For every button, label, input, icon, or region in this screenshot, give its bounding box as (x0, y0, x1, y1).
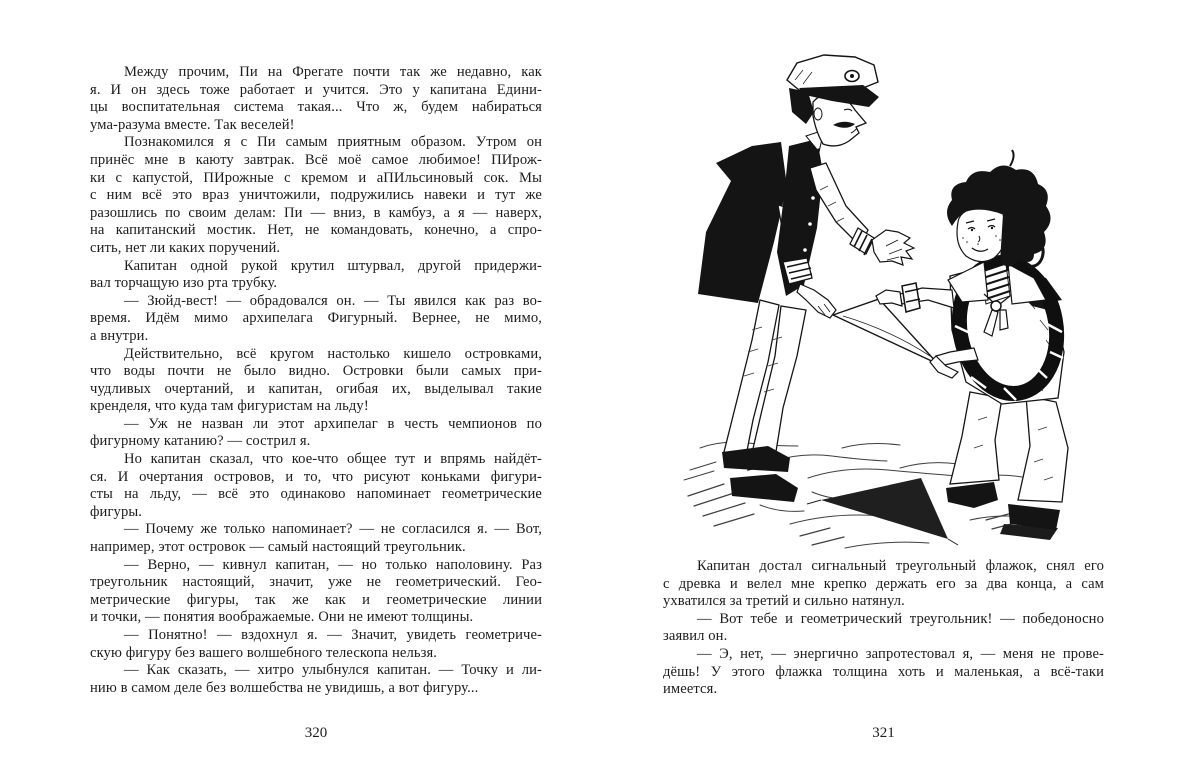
paragraph (90, 627, 542, 662)
captain-open-hand (872, 230, 914, 265)
text-line: время. Идём мимо архипелага Фигурный. Вернее, не мимо, (90, 310, 542, 327)
text-line: на капитанский мостик. Нет, не командовать, конечно, а спро- (90, 222, 542, 239)
text-line: — Зюйд-вест! — обрадовался он. — Ты явился как раз во- (124, 292, 542, 309)
paragraph (90, 293, 542, 346)
paragraph (90, 134, 542, 257)
text-line: сты на льду, — всё это одинаково напоминает геометрические (90, 486, 542, 503)
text-line: Капитан одной рукой крутил штурвал, другой придержи- (124, 257, 542, 274)
text-line: Капитан достал сигнальный треугольный флажок, снял его (697, 558, 1104, 574)
text-line: дёшь! У этого флажка толщина хоть и маленькая, а всё-таки (663, 663, 1104, 680)
text-line: с ним всё это враз уничтожили, подружились навеки и тут же (90, 187, 542, 204)
paragraph (663, 558, 1104, 611)
text-line: с древка и велел мне крепко держать его за два конца, а сам (663, 575, 1104, 592)
right-page-text (663, 558, 1104, 699)
text-line: нию в самом деле без волшебства не увидишь, а вот фигуру... (90, 679, 479, 696)
text-line: например, этот островок — самый настоящий треугольник. (90, 539, 466, 556)
text-line: имеется. (663, 681, 718, 698)
text-line: — Э, нет, — энергично запротестовал я, — меня не прове- (697, 645, 1104, 662)
paragraph (90, 64, 542, 134)
paragraph (90, 451, 542, 521)
text-line: — Вот тебе и геометрический треугольник! — победоносно (697, 610, 1104, 627)
boy-figure (946, 150, 1068, 530)
text-line: — Понятно! — вздохнул я. — Значит, увидеть геометриче- (124, 627, 542, 643)
text-line: метрические фигуры, так же как и геометрические линии (90, 591, 542, 608)
left-page-number: 320 (304, 725, 328, 741)
paragraph (90, 416, 542, 451)
text-line: и точки, — понятия воображаемые. Они не имеют толщины. (90, 609, 474, 626)
paragraph (663, 646, 1104, 699)
paragraph (90, 521, 542, 556)
boy-face (957, 209, 1007, 261)
text-line: Но капитан сказал, что кое-что общее тут и впрямь найдёт- (124, 451, 542, 468)
text-line: что воды почти не было видно. Островки были самых при- (90, 363, 542, 380)
text-line: Между прочим, Пи на Фрегате почти так же недавно, как (124, 64, 542, 80)
text-line: я. И он здесь тоже работает и учится. Это у капитана Едини- (90, 81, 542, 98)
paragraph (90, 662, 542, 697)
paragraph (90, 346, 542, 416)
text-line: скую фигуру без вашего волшебного телескопа нельзя. (90, 644, 438, 661)
text-line: треугольник настоящий, значит, уже не геометрический. Гео- (90, 574, 542, 591)
text-line: принёс мне в каюту завтрак. Всё моё самое любимое! ПИрож- (90, 151, 542, 168)
stretched-cloth (833, 299, 938, 364)
text-line: ухватился за третий и сильно натянул. (663, 593, 905, 610)
boy-shoe (946, 482, 998, 508)
text-line: — Как сказать, — хитро улыбнулся капитан. — Точку и ли- (124, 662, 542, 679)
text-line: ки с капустой, ПИрожные с кремом и аПИльсиновый сок. Мы (90, 169, 542, 186)
text-line: сить, нет ли каких поручений. (90, 239, 281, 256)
text-line: цы воспитательная система такая... Что ж, будем набираться (90, 99, 542, 116)
text-line: ся. И очертания островов, и то, что рисуют коньками фигури- (90, 468, 542, 485)
captain-figure (698, 55, 914, 502)
text-line: заявил он. (663, 628, 728, 645)
text-line: а внутри. (90, 327, 149, 344)
text-line: фигуры. (90, 503, 142, 520)
text-line: — Уж не назван ли этот архипелаг в честь чемпионов по (124, 415, 542, 432)
text-line: разошлись по своим делам: Пи — вниз, в камбуз, а я — наверх, (90, 204, 542, 221)
boy-leg (1018, 396, 1068, 502)
text-line: ума-разума вместе. Так веселей! (90, 116, 295, 133)
paragraph (663, 611, 1104, 646)
paragraph (90, 258, 542, 293)
text-line: чудливых очертаний, и капитан, огибая их, выделывал такие (90, 380, 542, 397)
book-illustration (660, 40, 1140, 550)
text-line: Познакомился я с Пи самым приятным образом. Утром он (124, 134, 542, 151)
text-line: кренделя, что куда там фигуристам на льду! (90, 398, 369, 415)
captain-shoe (730, 474, 798, 502)
text-line: фигурному катанию? — сострил я. (90, 433, 311, 450)
boy-leg (950, 392, 1002, 484)
text-line: вал торчащую изо рта трубку. (90, 275, 278, 292)
text-line: — Почему же только напоминает? — не согласился я. — Вот, (124, 521, 542, 538)
text-line: — Верно, — кивнул капитан, — но только наполовину. Раз (124, 556, 542, 573)
left-page-text (90, 64, 542, 697)
text-line: Действительно, всё кругом настолько кишело островками, (124, 345, 542, 362)
paragraph (90, 557, 542, 627)
right-page-number: 321 (872, 725, 895, 741)
signal-flag-triangle (807, 478, 958, 545)
captain-cape (698, 142, 787, 303)
